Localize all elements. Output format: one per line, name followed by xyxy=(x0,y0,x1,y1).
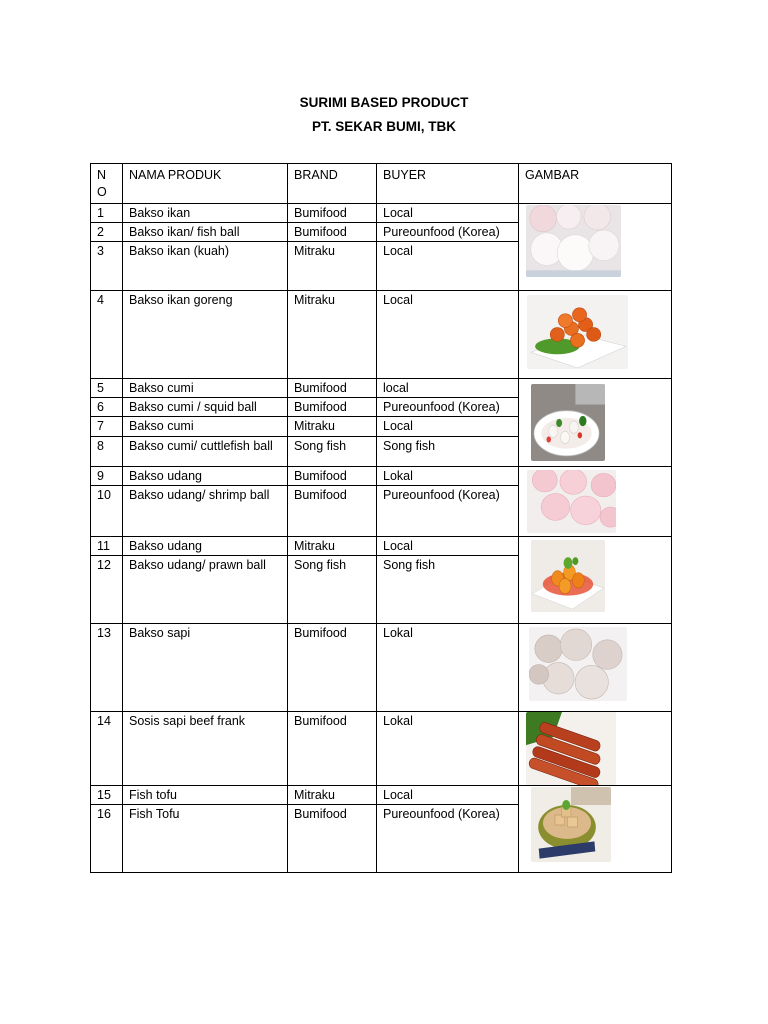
product-name-value: Sosis sapi beef frank xyxy=(129,714,246,728)
table-row xyxy=(91,537,672,624)
cell-no xyxy=(91,537,123,624)
product-name-value: Bakso ikan/ fish ball xyxy=(123,223,287,242)
no-value: 15 xyxy=(91,786,122,805)
buyer-value: Local xyxy=(377,537,518,556)
buyer-value: Local xyxy=(377,786,518,805)
cell-no xyxy=(91,379,123,467)
buyer-value: Song fish xyxy=(383,558,436,573)
cell-image xyxy=(519,537,672,624)
cell-no xyxy=(91,204,123,291)
product-name-value: Fish tofu xyxy=(123,786,287,805)
product-name-value: Fish Tofu xyxy=(129,807,180,822)
cell-buyer xyxy=(377,624,519,712)
cell-image xyxy=(519,624,672,712)
beef-sausage-photo xyxy=(526,712,616,785)
product-name-value: Bakso sapi xyxy=(129,626,191,640)
cell-image xyxy=(519,786,672,873)
product-name-value: Bakso cumi / squid ball xyxy=(123,398,287,417)
table-row xyxy=(91,379,672,467)
no-value: 5 xyxy=(91,379,122,398)
cell-brand xyxy=(288,537,377,624)
cell-no xyxy=(91,624,123,712)
cell-buyer xyxy=(377,467,519,537)
fried-fish-ball-photo xyxy=(527,295,628,369)
no-value: 10 xyxy=(97,488,111,503)
no-value: 9 xyxy=(91,467,122,486)
brand-value: Mitraku xyxy=(294,293,335,307)
product-name-value: Bakso cumi xyxy=(123,379,287,398)
cell-no xyxy=(91,467,123,537)
buyer-value: Local xyxy=(383,293,413,307)
table-row xyxy=(91,712,672,786)
no-value: 8 xyxy=(97,438,104,453)
brand-value: Bumifood xyxy=(288,204,376,223)
buyer-value: Local xyxy=(377,417,518,436)
no-value: 3 xyxy=(97,244,104,259)
no-value: 7 xyxy=(91,417,122,436)
cell-product-name xyxy=(123,379,288,467)
cell-product-name xyxy=(123,786,288,873)
table-row xyxy=(91,291,672,379)
brand-value: Mitraku xyxy=(288,537,376,556)
buyer-value: Local xyxy=(377,204,518,223)
brand-value: Bumifood xyxy=(294,626,347,640)
product-name-value: Bakso cumi/ cuttlefish ball xyxy=(129,438,273,453)
brand-value: Bumifood xyxy=(294,488,347,503)
prawn-ball-photo xyxy=(531,540,605,612)
buyer-value: Lokal xyxy=(383,626,413,640)
table-row xyxy=(91,204,672,291)
cell-brand xyxy=(288,786,377,873)
no-value: 13 xyxy=(97,626,111,640)
cell-image xyxy=(519,379,672,467)
cell-image xyxy=(519,712,672,786)
no-value: 4 xyxy=(97,293,104,307)
brand-value: Bumifood xyxy=(288,223,376,242)
cell-buyer xyxy=(377,204,519,291)
buyer-value: Lokal xyxy=(383,714,413,728)
cell-buyer xyxy=(377,786,519,873)
no-value: 16 xyxy=(97,807,111,822)
buyer-value: Lokal xyxy=(377,467,518,486)
no-value: 12 xyxy=(97,558,111,573)
shrimp-ball-photo xyxy=(527,470,616,533)
cell-brand xyxy=(288,291,377,379)
cell-image xyxy=(519,467,672,537)
cell-product-name xyxy=(123,204,288,291)
header-product-name: NAMA PRODUK xyxy=(123,164,288,204)
brand-value: Song fish xyxy=(294,558,347,573)
product-name-value: Bakso ikan xyxy=(123,204,287,223)
brand-value: Song fish xyxy=(294,438,347,453)
product-name-value: Bakso udang xyxy=(123,537,287,556)
no-value: 1 xyxy=(91,204,122,223)
table-header-row xyxy=(91,164,672,204)
no-value: 11 xyxy=(91,537,122,556)
cell-product-name xyxy=(123,624,288,712)
cell-buyer xyxy=(377,712,519,786)
table-row xyxy=(91,624,672,712)
brand-value: Mitraku xyxy=(294,244,335,259)
buyer-value: local xyxy=(377,379,518,398)
buyer-value: Local xyxy=(383,244,413,259)
cell-buyer xyxy=(377,379,519,467)
cell-no xyxy=(91,291,123,379)
cell-product-name xyxy=(123,712,288,786)
buyer-value: Pureounfood (Korea) xyxy=(383,488,500,503)
cell-no xyxy=(91,712,123,786)
table-row xyxy=(91,467,672,537)
buyer-value: Pureounfood (Korea) xyxy=(377,398,518,417)
header-no: N O xyxy=(91,164,123,204)
brand-value: Bumifood xyxy=(294,807,347,822)
product-name-value: Bakso ikan goreng xyxy=(129,293,233,307)
brand-value: Bumifood xyxy=(288,467,376,486)
brand-value: Mitraku xyxy=(288,786,376,805)
no-value: 2 xyxy=(91,223,122,242)
cell-product-name xyxy=(123,537,288,624)
cell-brand xyxy=(288,467,377,537)
product-name-value: Bakso ikan (kuah) xyxy=(129,244,230,259)
product-name-value: Bakso cumi xyxy=(123,417,287,436)
brand-value: Bumifood xyxy=(288,398,376,417)
table-row xyxy=(91,786,672,873)
cell-product-name xyxy=(123,291,288,379)
brand-value: Mitraku xyxy=(288,417,376,436)
cell-brand xyxy=(288,379,377,467)
product-name-value: Bakso udang/ prawn ball xyxy=(129,558,266,573)
buyer-value: Pureounfood (Korea) xyxy=(377,223,518,242)
cell-no xyxy=(91,786,123,873)
fish-ball-photo xyxy=(526,205,621,277)
cell-product-name xyxy=(123,467,288,537)
cell-buyer xyxy=(377,537,519,624)
cell-image xyxy=(519,204,672,291)
no-value: 14 xyxy=(97,714,111,728)
buyer-value: Song fish xyxy=(383,438,436,453)
product-name-value: Bakso udang/ shrimp ball xyxy=(129,488,270,503)
squid-ball-photo xyxy=(531,384,605,461)
fish-tofu-photo xyxy=(531,787,611,862)
cell-brand xyxy=(288,204,377,291)
no-value: 6 xyxy=(91,398,122,417)
header-buyer: BUYER xyxy=(377,164,519,204)
product-table xyxy=(90,163,672,873)
buyer-value: Pureounfood (Korea) xyxy=(383,807,500,822)
brand-value: Bumifood xyxy=(294,714,347,728)
header-brand: BRAND xyxy=(288,164,377,204)
cell-buyer xyxy=(377,291,519,379)
company-name: PT. SEKAR BUMI, TBK xyxy=(311,119,456,134)
product-name-value: Bakso udang xyxy=(123,467,287,486)
cell-brand xyxy=(288,624,377,712)
header-image: GAMBAR xyxy=(519,164,672,204)
beef-ball-photo xyxy=(529,627,627,701)
cell-brand xyxy=(288,712,377,786)
document-title: SURIMI BASED PRODUCT xyxy=(299,95,469,110)
brand-value: Bumifood xyxy=(288,379,376,398)
cell-image xyxy=(519,291,672,379)
